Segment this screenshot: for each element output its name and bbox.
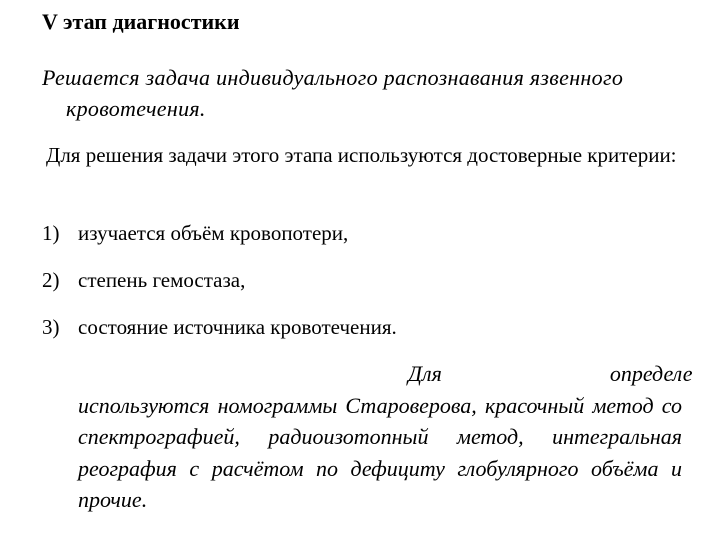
criteria-item-text: изучается объём кровопотери, bbox=[78, 221, 349, 245]
methods-first-line bbox=[78, 358, 720, 390]
criteria-item-text: состояние источника кровотечения. bbox=[78, 315, 397, 339]
criteria-item-number: 2) bbox=[42, 268, 60, 292]
task-statement: Решается задача индивидуального распознавания язвенного кровотечения. bbox=[42, 65, 624, 121]
methods-body: используются номограммы Староверова, красочный метод со спектрографией, радиоизотопный метод, интегральная реография с расчётом по дефициту глобулярного объёма и прочие. bbox=[78, 392, 682, 512]
criteria-intro: Для решения задачи этого этапа используются достоверные критерии: bbox=[46, 143, 677, 167]
criteria-item-text: степень гемостаза, bbox=[78, 268, 246, 292]
criteria-item-number: 1) bbox=[42, 221, 60, 245]
methods-lead-word: Для bbox=[408, 361, 442, 386]
criteria-item bbox=[42, 315, 397, 340]
methods-paragraph bbox=[78, 358, 720, 516]
methods-lead-cut: определе bbox=[609, 361, 693, 386]
criteria-item bbox=[42, 221, 348, 246]
criteria-item bbox=[42, 268, 245, 293]
criteria-item-number: 3) bbox=[42, 315, 60, 339]
slide-title: V этап диагностики bbox=[42, 9, 240, 34]
